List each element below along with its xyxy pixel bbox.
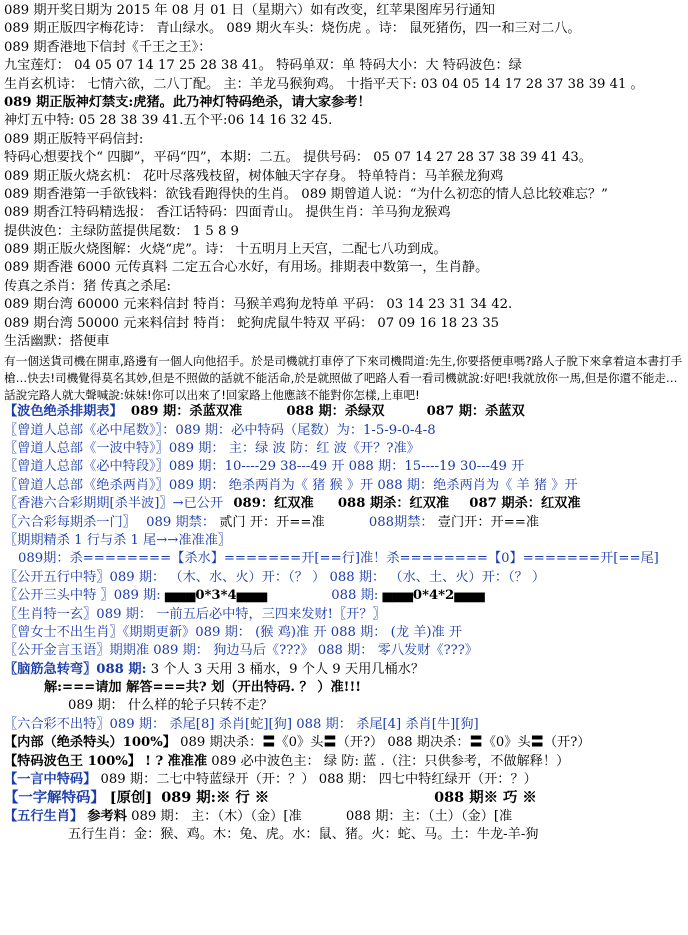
row-wave-kill: 【波色绝杀排期表】 089 期：杀蓝双准 088 期：杀绿双 087 期：杀蓝双 xyxy=(4,404,525,420)
row-wave-king: 【特码波色王 100%】 ! ? 准准准 089 必中波色主： 绿 防: 蓝 .（注：只供参考，不做解释！） xyxy=(4,753,570,769)
line-xiangjiang: 089 期香江特码精选报： 香江话特码：四面青山。 提供生肖：羊马狗龙猴鸡 xyxy=(4,205,451,221)
row-element-list: 五行生肖：金：猴、鸡。木：兔、虎。水：鼠、猪。火：蛇、马。土：牛龙-羊-狗 xyxy=(68,827,539,843)
row-one-wave: 〖曾道人总部《一波中特》〗089 期： 主：绿 波 防：红 波《开？?准》 xyxy=(4,440,420,456)
row-tail-numbers: 〖曾道人总部《必中尾数》〗：089 期：必中特码（尾数）为：1-5-9-0-4-8 xyxy=(4,422,436,438)
row-kill-door: 〖六合彩每期杀一门〗 089 期禁： 贰门 开：开==准 088期禁： 壹门开：开==准 xyxy=(4,514,540,530)
line-fire-mystery: 089 期正版火烧玄机： 花叶尽落残枝留，树体触天字存身。 特单特肖：马羊猴龙狗鸡 xyxy=(4,168,504,184)
line-nine-lotus: 九宝莲灯： 04 05 07 14 17 25 28 38 41。 特码单双：单 特码大小：大 特码波色：绿 xyxy=(4,58,522,74)
line-fax-6000: 089 期香港 6000 元传真料 二定五合心水好，有用场。排期表中数第一，生肖静。 xyxy=(4,260,489,276)
line-zodiac-poem: 生肖玄机诗： 七情六欲，二八丁配。 主：羊龙马猴狗鸡。 十指平天下: 03 04 05 14 17 28 37 38 39 41 。 xyxy=(4,76,644,92)
row-five-zodiac: 【五行生肖】 参考料 089 期： 主：（木）（金）[准 088 期：主：（土）（金）[准 xyxy=(4,808,513,824)
row-half-wave: 〖香港六合彩期期[杀半波]〗→已公开 089：红双准 088 期杀：红双准 087 期杀：红双准 xyxy=(4,496,581,512)
line-humor-title: 生活幽默：搭便車 xyxy=(4,334,110,350)
line-tw-60000: 089 期台湾 60000 元来料信封 特肖：马猴羊鸡狗龙特单 平码： 03 14 23 31 34 42. xyxy=(4,297,513,313)
line-tw-50000: 089 期台湾 50000 元来料信封 特肖： 蛇狗虎鼠牛特双 平码： 07 09 16 18 23 35 xyxy=(4,315,500,331)
line-plum-poem: 089 期正版四字梅花诗： 青山绿水。 089 期火车头：烧伤虎 。诗： 鼠死猪伤，四一和三对二八。 xyxy=(4,21,581,37)
line-fax-kill: 传真之杀肖：猪 传真之杀尾: xyxy=(4,278,171,294)
row-golden-words: 〖公开金言玉语〗期期准 089 期： 狗边马后《???》 088 期： 零八发财《???》 xyxy=(4,643,478,659)
row-kill-water: 089期：杀========【杀水】=======开[==行]准！杀========【0】=======开[==尾] xyxy=(18,551,659,567)
row-segment: 〖曾道人总部《必中特段》〗089 期：10----29 38---49 开 088 期：15----19 30---49 开 xyxy=(4,459,525,475)
row-answer: 解:===请加 解答===共? 划（开出特码. ？ ）准!!! xyxy=(44,680,362,696)
row-precise-kill: 〖期期精杀 1 行与杀 1 尾→→准准准〗 xyxy=(4,532,232,548)
row-kill-two: 〖曾道人总部《绝杀两肖》〗089 期： 绝杀两肖为《 猪 猴 》开 088 期：绝杀两肖为《 羊 猪 》开 xyxy=(4,477,578,493)
line-wave-color: 提供波色：主绿防蓝提供尾数： 1 5 8 9 xyxy=(4,223,239,239)
row-zodiac-mystery: 〖生肖特一玄〗089 期： 一前五后必中特，三四来发财!〖开？〗 xyxy=(4,606,386,622)
row-one-char: 【一字解特码】 [原创] 089 期:※ 行 ※ 088 期※ 巧 ※ xyxy=(4,789,537,807)
line-four-legs: 特码心想要找个“ 四脚”，平码“四”，本期：二五。 提供号码： 05 07 14 27 28 37 38 39 41 43。 xyxy=(4,150,592,166)
line-flat-envelope: 089 期正版特平码信封: xyxy=(4,131,144,147)
row-no-special: 〖六合彩不出特〗089 期： 杀尾[8] 杀肖[蛇][狗] 088 期： 杀尾[4] 杀肖[牛][狗] xyxy=(4,716,479,732)
line-first-hand: 089 期香港第一手欲钱料：欲钱看跑得快的生肖。 089 期曾道人说：“为什么初恋的情人总比较难忘？” xyxy=(4,186,608,202)
line-draw-date: 089 期开奖日期为 2015 年 08 月 01 日（星期六）如有改变，红苹果图库另行通知 xyxy=(4,3,495,18)
line-lamp-five: 神灯五中特: 05 28 38 39 41.五个平:06 14 16 32 45. xyxy=(4,113,333,129)
row-ms-zodiac: 〖曾女士不出生肖〗《期期更新》089 期： (猴 鸡)准 开 088 期： (龙 羊)准 开 xyxy=(4,624,463,640)
row-five-elements: 〖公开五行中特〗089 期： （木、水、火）开：（？ ） 088 期： （水、土、火）开：（？ ） xyxy=(4,569,546,585)
line-hk-envelope: 089 期香港地下信封《千王之王》： xyxy=(4,39,212,55)
humor-story: 有一個送貨司機在開車,路邊有一個人向他招手。於是司機就打車停了下來司機問道:先生,你要搭便車嗎?路人子脫下來拿着這本書打手槍…快去!司機覺得莫名其妙,但是不照做的話就不能活命,於是就照做了吧路人看一看司機就說:好吧!我就放你一馬,但是你還不能走…話說完路人就大聲喊說:妹妹!你可以出來了!回家路上他應該不能對你怎樣,上車吧! xyxy=(4,354,683,402)
row-kill-head: 【内部（绝杀特头）100%】 089 期决杀：〓《0》头〓（开?） 088 期决杀：〓《0》头〓（开?） xyxy=(4,735,591,751)
row-one-word: 【一言中特码】 089 期：二七中特蓝绿开（开：？） 088 期： 四七中特红绿开（开：？） xyxy=(4,772,537,788)
row-wheel-riddle: 089 期： 什么样的轮子只转不走？ xyxy=(68,698,273,714)
row-brain-teaser: 〖脑筋急转弯〗088 期: 3 个人 3 天用 3 桶水，9 个人 9 天用几桶水？ xyxy=(4,661,425,677)
row-three-heads: 〖公开三头中特 〗089 期: ▅▅▅0*3*4▅▅▅ 088 期: ▅▅▅0*4*2▅▅▅ xyxy=(4,588,485,604)
line-lamp-ban: 089 期正版神灯禁支:虎猪。此乃神灯特码绝杀，请大家参考！ xyxy=(4,94,371,110)
line-fire-graph: 089 期正版火烧图解：火烧“虎”。诗： 十五明月上天宫，二配七八功到成。 xyxy=(4,242,447,258)
